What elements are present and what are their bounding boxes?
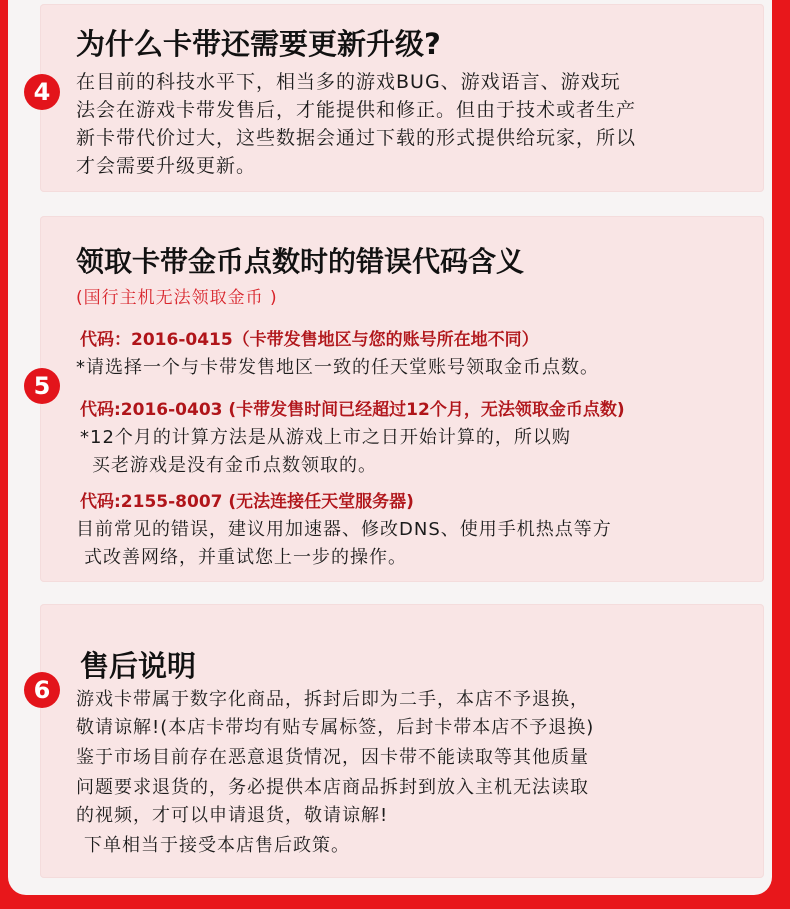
section-6-line-6: 下单相当于接受本店售后政策。 [84, 835, 350, 856]
section-4-line-1: 在目前的科技水平下，相当多的游戏BUG、游戏语言、游戏玩 [76, 71, 621, 93]
section-5-subtitle: (国行主机无法领取金币 ) [76, 288, 278, 308]
section-4-line-3: 新卡带代价过大，这些数据会通过下载的形式提供给玩家，所以 [76, 127, 637, 149]
section-5-number-badge: 5 [24, 368, 60, 404]
section-4-line-4: 才会需要升级更新。 [76, 155, 257, 177]
section-6-card [40, 604, 764, 878]
error-code-2: 代码:2016-0403 (卡带发售时间已经超过12个月，无法领取金币点数) [80, 400, 625, 420]
content-sheet [8, 0, 772, 895]
error-desc-3-line-1: 目前常见的错误，建议用加速器、修改DNS、使用手机热点等方 [76, 519, 612, 540]
error-code-3: 代码:2155-8007 (无法连接任天堂服务器) [80, 492, 414, 512]
section-4-title: 为什么卡带还需要更新升级? [76, 27, 441, 61]
section-6-line-4: 问题要求退货的，务必提供本店商品拆封到放入主机无法读取 [76, 777, 589, 798]
section-6-line-2: 敬请谅解!(本店卡带均有贴专属标签，后封卡带本店不予退换) [76, 717, 595, 738]
error-desc-3-line-2: 式改善网络，并重试您上一步的操作。 [84, 547, 407, 568]
error-desc-2-line-2: 买老游戏是没有金币点数领取的。 [92, 455, 377, 476]
section-6-number-badge: 6 [24, 672, 60, 708]
section-4-card [40, 4, 764, 192]
section-6-line-3: 鉴于市场目前存在恶意退货情况，因卡带不能读取等其他质量 [76, 747, 589, 768]
section-5-card [40, 216, 764, 582]
error-code-1: 代码：2016-0415（卡带发售地区与您的账号所在地不同） [80, 330, 539, 350]
section-4-line-2: 法会在游戏卡带发售后，才能提供和修正。但由于技术或者生产 [76, 99, 637, 121]
section-6-title: 售后说明 [80, 649, 197, 683]
section-5-title: 领取卡带金币点数时的错误代码含义 [76, 245, 525, 278]
section-4-number-badge: 4 [24, 74, 60, 110]
section-6-line-5: 的视频，才可以申请退货，敬请谅解! [76, 805, 389, 826]
section-6-line-1: 游戏卡带属于数字化商品，拆封后即为二手，本店不予退换， [76, 689, 589, 710]
error-desc-2-line-1: *12个月的计算方法是从游戏上市之日开始计算的，所以购 [80, 427, 571, 448]
error-desc-1-line-1: *请选择一个与卡带发售地区一致的任天堂账号领取金币点数。 [76, 357, 599, 378]
